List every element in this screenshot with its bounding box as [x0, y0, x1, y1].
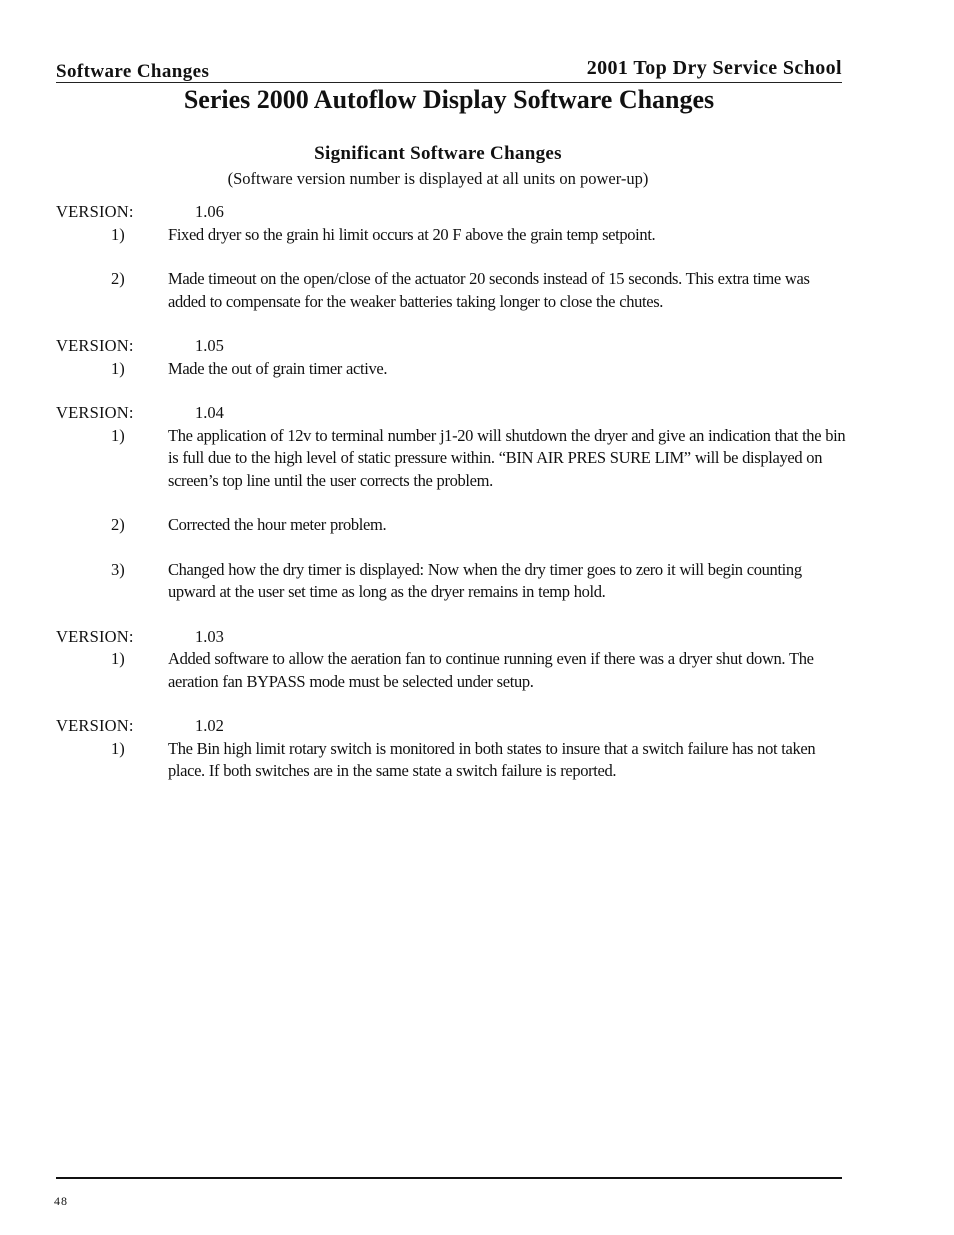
version-number: 1.02 — [195, 716, 224, 735]
item-number: 2) — [111, 515, 125, 534]
change-item — [56, 224, 846, 247]
page-title: Series 2000 Autoflow Display Software Changes — [183, 85, 715, 114]
item-text: Added software to allow the aeration fan to continue running even if there was a dryer shut down. The aeration fan BYPASS mode must be selected under setup. — [168, 649, 814, 691]
section-header: Software Changes — [56, 61, 210, 82]
change-item — [56, 425, 846, 493]
version-block — [56, 715, 846, 783]
item-text: Changed how the dry timer is displayed: Now when the dry timer goes to zero it will begin counting upward at the user set time as long as the dryer remains in temp hold. — [168, 559, 802, 601]
version-label: VERSION: — [56, 336, 134, 355]
version-label: VERSION: — [56, 626, 134, 646]
item-text: Corrected the hour meter problem. — [168, 515, 387, 534]
change-item — [56, 559, 846, 604]
item-text: Fixed dryer so the grain hi limit occurs at 20 F above the grain temp setpoint. — [168, 224, 656, 244]
header-divider — [56, 82, 842, 83]
item-number: 2) — [111, 269, 125, 288]
school-header: 2001 Top Dry Service School — [586, 57, 842, 79]
change-item — [56, 358, 846, 381]
item-number: 1) — [111, 224, 125, 244]
version-label: VERSION: — [56, 403, 134, 422]
version-list — [56, 201, 846, 805]
change-item — [56, 648, 846, 693]
version-heading — [56, 402, 846, 425]
version-number: 1.04 — [195, 403, 224, 422]
version-number: 1.05 — [195, 336, 224, 355]
version-label: VERSION: — [56, 716, 134, 735]
item-number: 1) — [111, 738, 125, 758]
subtitle-note: (Software version number is displayed at all units on power-up) — [227, 169, 649, 188]
version-number: 1.06 — [195, 202, 224, 221]
version-heading — [56, 626, 846, 649]
version-block — [56, 626, 846, 694]
item-number: 1) — [111, 425, 125, 445]
footer-divider — [56, 1177, 842, 1179]
item-number: 3) — [111, 559, 125, 579]
version-block — [56, 201, 846, 313]
change-item — [56, 738, 846, 783]
item-text: The application of 12v to terminal number j1-20 will shutdown the dryer and give an indication that the bin is full due to the high level of static pressure within. “BIN AIR PRES SURE LIM” will be displayed on screen’s top line until the user corrects the problem. — [168, 425, 846, 490]
page-number: 48 — [54, 1194, 68, 1208]
version-heading — [56, 335, 846, 358]
version-label: VERSION: — [56, 202, 134, 221]
version-heading — [56, 201, 846, 224]
version-block — [56, 402, 846, 604]
version-number: 1.03 — [195, 626, 224, 646]
change-item — [56, 268, 846, 313]
item-text: Made timeout on the open/close of the actuator 20 seconds instead of 15 seconds. This extra time was added to compensate for the weaker batteries taking longer to close the chutes. — [168, 269, 810, 311]
item-number: 1) — [111, 358, 125, 378]
item-text: Made the out of grain timer active. — [168, 358, 388, 378]
item-number: 1) — [111, 649, 125, 668]
section-subtitle: Significant Software Changes — [314, 143, 562, 164]
version-heading — [56, 715, 846, 738]
change-item — [56, 514, 846, 537]
item-text: The Bin high limit rotary switch is monitored in both states to insure that a switch failure has not taken place. If both switches are in the same state a switch failure is reported. — [168, 738, 816, 780]
version-block — [56, 335, 846, 380]
